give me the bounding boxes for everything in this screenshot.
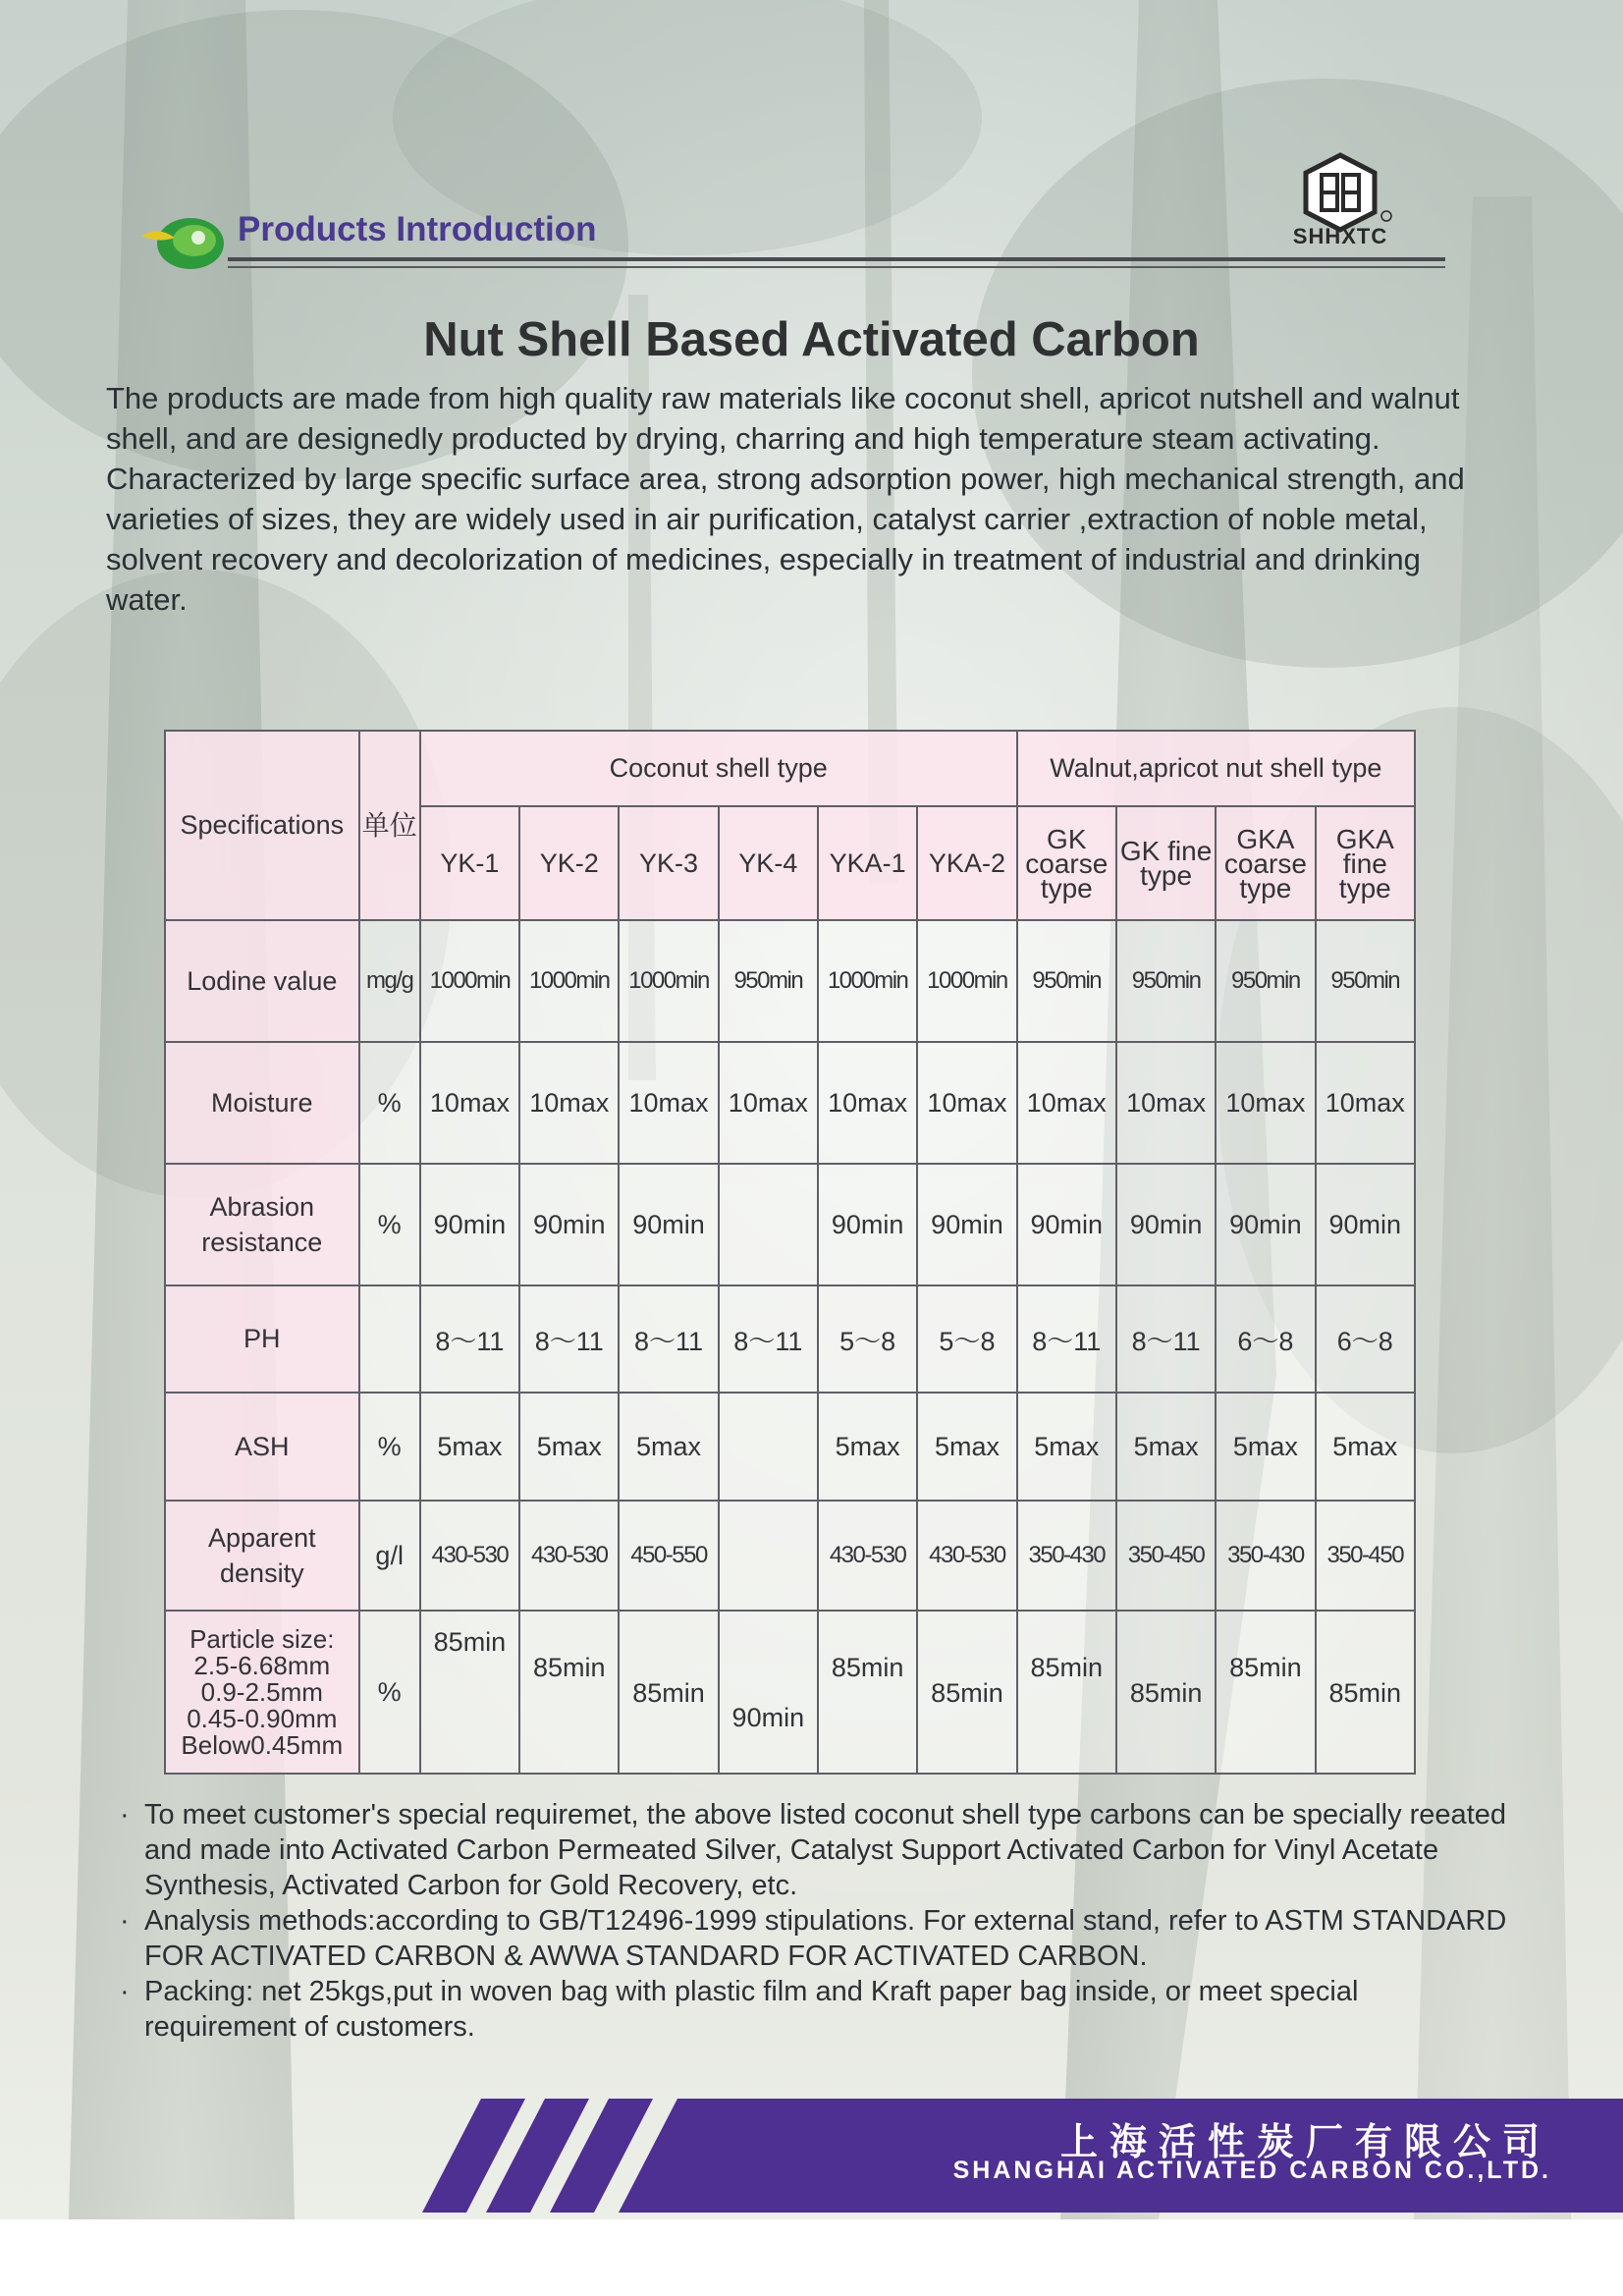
table-cell: 950min xyxy=(1216,920,1315,1042)
particle-value: 85min xyxy=(632,1678,705,1708)
table-cell xyxy=(917,1611,1016,1774)
section-title: Products Introduction xyxy=(238,210,597,248)
table-cell: 5max xyxy=(619,1393,718,1501)
model-header: YK-1 xyxy=(420,806,519,920)
table-cell: 5max xyxy=(917,1393,1016,1501)
row-label: Lodine value xyxy=(165,920,359,1042)
table-cell: 450-550 xyxy=(619,1501,718,1611)
table-cell: 10max xyxy=(1116,1042,1216,1164)
table-cell xyxy=(719,1501,818,1611)
table-cell: 10max xyxy=(519,1042,619,1164)
table-cell: 90min xyxy=(818,1164,917,1285)
table-cell: 350-430 xyxy=(1017,1501,1116,1611)
note-item xyxy=(120,1797,1514,1903)
table-cell: 6～8 xyxy=(1316,1285,1415,1393)
table-cell: 430-530 xyxy=(420,1501,519,1611)
row-label: ASH xyxy=(165,1393,359,1501)
company-name-english: SHANGHAI ACTIVATED CARBON CO.,LTD. xyxy=(952,2157,1551,2184)
table-cell: 90min xyxy=(519,1164,619,1285)
walnut-group-header: Walnut,apricot nut shell type xyxy=(1017,731,1415,806)
model-header: YK-4 xyxy=(719,806,818,920)
table-cell: 10max xyxy=(1316,1042,1415,1164)
note-text: Analysis methods:according to GB/T12496-1999 stipulations. For external stand, refer to ASTM STANDARD FOR ACTIVATED CARBON & AWWA STANDARD FOR ACTIVATED CARBON. xyxy=(144,1905,1507,1972)
note-text: Packing: net 25kgs,put in woven bag with plastic film and Kraft paper bag inside, or meet special requirement of customers. xyxy=(144,1976,1359,2043)
particle-value: 85min xyxy=(1229,1653,1302,1682)
table-cell: 8～11 xyxy=(1017,1285,1116,1393)
table-cell: 5max xyxy=(1116,1393,1216,1501)
table-row xyxy=(165,1042,1415,1164)
row-unit: % xyxy=(359,1393,420,1501)
header-rule-thin xyxy=(228,266,1445,268)
table-cell: 5max xyxy=(818,1393,917,1501)
model-header: GK fine type xyxy=(1116,806,1216,920)
table-cell: 350-450 xyxy=(1116,1501,1216,1611)
table-cell xyxy=(1316,1611,1415,1774)
particle-value: 85min xyxy=(433,1627,507,1657)
table-cell: 950min xyxy=(1116,920,1216,1042)
table-cell xyxy=(619,1611,718,1774)
table-row xyxy=(165,1393,1415,1501)
row-label: Abrasion resistance xyxy=(165,1164,359,1285)
table-cell xyxy=(420,1611,519,1774)
table-cell: 5max xyxy=(1316,1393,1415,1501)
row-label: Apparent density xyxy=(165,1501,359,1611)
particle-value: 85min xyxy=(1129,1678,1203,1708)
table-cell: 1000min xyxy=(619,920,718,1042)
particle-size-range: 0.45-0.90mm xyxy=(187,1703,338,1733)
table-cell: 10max xyxy=(619,1042,718,1164)
row-unit: % xyxy=(359,1042,420,1164)
table-cell: 950min xyxy=(1316,920,1415,1042)
notes-list xyxy=(120,1797,1514,2045)
particle-size-label: Particle size: xyxy=(189,1623,335,1654)
intro-paragraph: The products are made from high quality raw materials like coconut shell, apricot nutshell and walnut shell, and are designedly producted by drying, charring and high temperature steam activating. Characterized by large specific surface area, strong adsorption power, high mechanical strength, and varieties of sizes, they are widely used in air purification, catalyst carrier ,extraction of noble metal, solvent recovery and decolorization of medicines, especially in treatment of industrial and drinking water. xyxy=(106,381,1465,617)
table-cell: 90min xyxy=(1216,1164,1315,1285)
table-cell xyxy=(1216,1611,1315,1774)
note-text: To meet customer's special requiremet, the above listed coconut shell type carbons can be specially reeated and made into Activated Carbon Permeated Silver, Catalyst Support Activated Carbon for Vinyl Acetate Synthesis, Activated Carbon for Gold Recovery, etc. xyxy=(144,1799,1507,1901)
table-cell: 8～11 xyxy=(619,1285,718,1393)
row-unit xyxy=(359,1285,420,1393)
row-unit: g/l xyxy=(359,1501,420,1611)
table-row xyxy=(165,920,1415,1042)
model-header: YK-3 xyxy=(619,806,718,920)
particle-value: 85min xyxy=(831,1653,904,1682)
table-cell: 8～11 xyxy=(719,1285,818,1393)
table-cell: 350-430 xyxy=(1216,1501,1315,1611)
particle-value: 85min xyxy=(1030,1653,1104,1682)
table-cell: 10max xyxy=(719,1042,818,1164)
particle-value: 85min xyxy=(931,1678,1003,1708)
table-cell: 10max xyxy=(818,1042,917,1164)
table-cell: 430-530 xyxy=(917,1501,1016,1611)
bullet-icon: · xyxy=(120,1976,130,2007)
table-cell xyxy=(519,1611,619,1774)
table-cell: 10max xyxy=(917,1042,1016,1164)
table-cell: 1000min xyxy=(917,920,1016,1042)
table-cell: 5max xyxy=(519,1393,619,1501)
table-cell: 5～8 xyxy=(818,1285,917,1393)
table-cell: 90min xyxy=(1017,1164,1116,1285)
table-cell: 90min xyxy=(619,1164,718,1285)
model-header: GK coarse type xyxy=(1017,806,1116,920)
table-cell: 90min xyxy=(420,1164,519,1285)
table-cell: 350-450 xyxy=(1316,1501,1415,1611)
table-row-particle-size xyxy=(165,1611,1415,1774)
header-rule xyxy=(228,257,1445,261)
table-cell: 1000min xyxy=(420,920,519,1042)
table-cell: 90min xyxy=(1116,1164,1216,1285)
table-cell: 8～11 xyxy=(420,1285,519,1393)
table-cell: 430-530 xyxy=(818,1501,917,1611)
coconut-group-header: Coconut shell type xyxy=(420,731,1017,806)
table-cell: 10max xyxy=(1017,1042,1116,1164)
particle-size-range: 2.5-6.68mm xyxy=(193,1650,331,1680)
row-label: Moisture xyxy=(165,1042,359,1164)
bullet-icon: · xyxy=(120,1799,130,1831)
table-cell: 1000min xyxy=(818,920,917,1042)
table-row xyxy=(165,1285,1415,1393)
table-cell: 950min xyxy=(1017,920,1116,1042)
row-label: PH xyxy=(165,1285,359,1393)
table-header-row-groups xyxy=(165,731,1415,806)
table-cell xyxy=(1017,1611,1116,1774)
model-header: YK-2 xyxy=(519,806,619,920)
table-cell: 5～8 xyxy=(917,1285,1016,1393)
table-cell xyxy=(818,1611,917,1774)
table-cell xyxy=(719,1164,818,1285)
table-cell xyxy=(1116,1611,1216,1774)
table-cell: 10max xyxy=(420,1042,519,1164)
spec-header: Specifications xyxy=(165,731,359,920)
table-cell: 90min xyxy=(917,1164,1016,1285)
table-cell: 6～8 xyxy=(1216,1285,1315,1393)
table-cell: 90min xyxy=(1316,1164,1415,1285)
particle-value: 85min xyxy=(532,1653,606,1682)
table-cell: 1000min xyxy=(519,920,619,1042)
model-header: GKA coarse type xyxy=(1216,806,1315,920)
brand-name: SHHXTC xyxy=(1292,224,1388,248)
table-cell: 5max xyxy=(1017,1393,1116,1501)
table-row xyxy=(165,1164,1415,1285)
table-cell xyxy=(719,1611,818,1774)
particle-size-label-cell xyxy=(165,1611,359,1774)
table-cell: 10max xyxy=(1216,1042,1315,1164)
table-cell: 950min xyxy=(719,920,818,1042)
model-header: YKA-2 xyxy=(917,806,1016,920)
table-cell: 5max xyxy=(1216,1393,1315,1501)
model-header: YKA-1 xyxy=(818,806,917,920)
company-name-chinese: 上海活性炭厂有限公司 xyxy=(1060,2122,1552,2163)
table-row xyxy=(165,1501,1415,1611)
leaf-logo-icon xyxy=(137,208,226,273)
row-unit: % xyxy=(359,1164,420,1285)
particle-value: 90min xyxy=(731,1703,805,1732)
particle-size-range: 0.9-2.5mm xyxy=(200,1676,323,1707)
table-cell: 8～11 xyxy=(1116,1285,1216,1393)
table-cell: 8～11 xyxy=(519,1285,619,1393)
note-item xyxy=(120,1903,1514,1974)
bullet-icon: · xyxy=(120,1905,130,1937)
row-unit: % xyxy=(359,1611,420,1774)
page-title: Nut Shell Based Activated Carbon xyxy=(423,313,1200,366)
model-header: GKA fine type xyxy=(1316,806,1415,920)
particle-size-range: Below0.45mm xyxy=(181,1729,344,1760)
specifications-table xyxy=(164,730,1416,1775)
note-item xyxy=(120,1974,1514,2045)
table-cell: 5max xyxy=(420,1393,519,1501)
unit-header: 单位 xyxy=(359,731,420,920)
particle-value: 85min xyxy=(1328,1678,1402,1708)
table-cell xyxy=(719,1393,818,1501)
table-cell: 430-530 xyxy=(519,1501,619,1611)
row-unit: mg/g xyxy=(359,920,420,1042)
